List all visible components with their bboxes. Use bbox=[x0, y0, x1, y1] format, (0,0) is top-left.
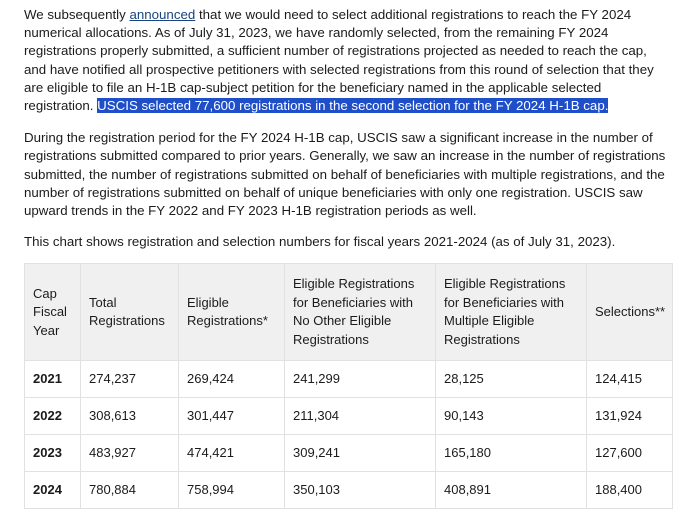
cell-no-other: 350,103 bbox=[285, 472, 436, 509]
cell-eligible: 474,421 bbox=[179, 435, 285, 472]
table-row bbox=[25, 361, 673, 398]
table-row bbox=[25, 398, 673, 435]
paragraph-1-lead: We subsequently bbox=[24, 7, 130, 22]
cell-total: 483,927 bbox=[81, 435, 179, 472]
cell-year: 2023 bbox=[25, 435, 81, 472]
cell-selections: 127,600 bbox=[587, 435, 673, 472]
cell-no-other: 241,299 bbox=[285, 361, 436, 398]
header-eligible-multiple: Eligible Registrations for Beneficiaries with Multiple Eligible Registrations bbox=[436, 264, 587, 361]
highlighted-text-selection[interactable]: USCIS selected 77,600 registrations in the second selection for the FY 2024 H-1B cap. bbox=[97, 98, 609, 114]
paragraph-selection-announcement bbox=[24, 6, 672, 115]
header-selections: Selections** bbox=[587, 264, 673, 361]
table-row bbox=[25, 472, 673, 509]
cell-total: 274,237 bbox=[81, 361, 179, 398]
cell-selections: 124,415 bbox=[587, 361, 673, 398]
cell-year: 2022 bbox=[25, 398, 81, 435]
announced-link[interactable]: announced bbox=[129, 7, 196, 22]
cell-total: 780,884 bbox=[81, 472, 179, 509]
cell-year: 2024 bbox=[25, 472, 81, 509]
paragraph-registration-increase: During the registration period for the FY 2024 H-1B cap, USCIS saw a significant increase in the number of registrations submitted compared to prior years. Generally, we saw an increase in the number of registrations submitted, the number of registrations submitted on behalf of beneficiaries with multiple registrations, and the number of registrations submitted on behalf of unique beneficiaries with only one registration. USCIS saw upward trends in the FY 2022 and FY 2023 H-1B registration periods as well. bbox=[24, 130, 666, 219]
header-total-registrations: Total Registrations bbox=[81, 264, 179, 361]
cell-year: 2021 bbox=[25, 361, 81, 398]
article-content bbox=[24, 6, 672, 509]
cell-eligible: 758,994 bbox=[179, 472, 285, 509]
paragraph-1-body: that we would need to select additional registrations to reach the FY 2024 numerical allocations. As of July 31, 2023, we have randomly selected, from the remaining FY 2024 registrations properly submitted, a sufficient number of registrations projected as needed to reach the cap, and have notified all prospective petitioners with selected registrations from this round of selection that they are eligible to file an H-1B cap-subject petition for the beneficiary named in the applicable selected registration. bbox=[24, 7, 654, 114]
cell-no-other: 309,241 bbox=[285, 435, 436, 472]
cell-no-other: 211,304 bbox=[285, 398, 436, 435]
cell-multiple: 90,143 bbox=[436, 398, 587, 435]
header-cap-fiscal-year: Cap Fiscal Year bbox=[25, 264, 81, 361]
table-row bbox=[25, 435, 673, 472]
cell-multiple: 165,180 bbox=[436, 435, 587, 472]
cell-selections: 188,400 bbox=[587, 472, 673, 509]
registration-selection-table bbox=[24, 263, 673, 509]
cell-multiple: 28,125 bbox=[436, 361, 587, 398]
table-header-row bbox=[25, 264, 673, 361]
header-eligible-no-other: Eligible Registrations for Beneficiaries with No Other Eligible Registrations bbox=[285, 264, 436, 361]
cell-multiple: 408,891 bbox=[436, 472, 587, 509]
cell-selections: 131,924 bbox=[587, 398, 673, 435]
paragraph-chart-intro: This chart shows registration and selection numbers for fiscal years 2021-2024 (as of July 31, 2023). bbox=[24, 234, 616, 250]
cell-total: 308,613 bbox=[81, 398, 179, 435]
header-eligible-registrations: Eligible Registrations* bbox=[179, 264, 285, 361]
cell-eligible: 301,447 bbox=[179, 398, 285, 435]
cell-eligible: 269,424 bbox=[179, 361, 285, 398]
